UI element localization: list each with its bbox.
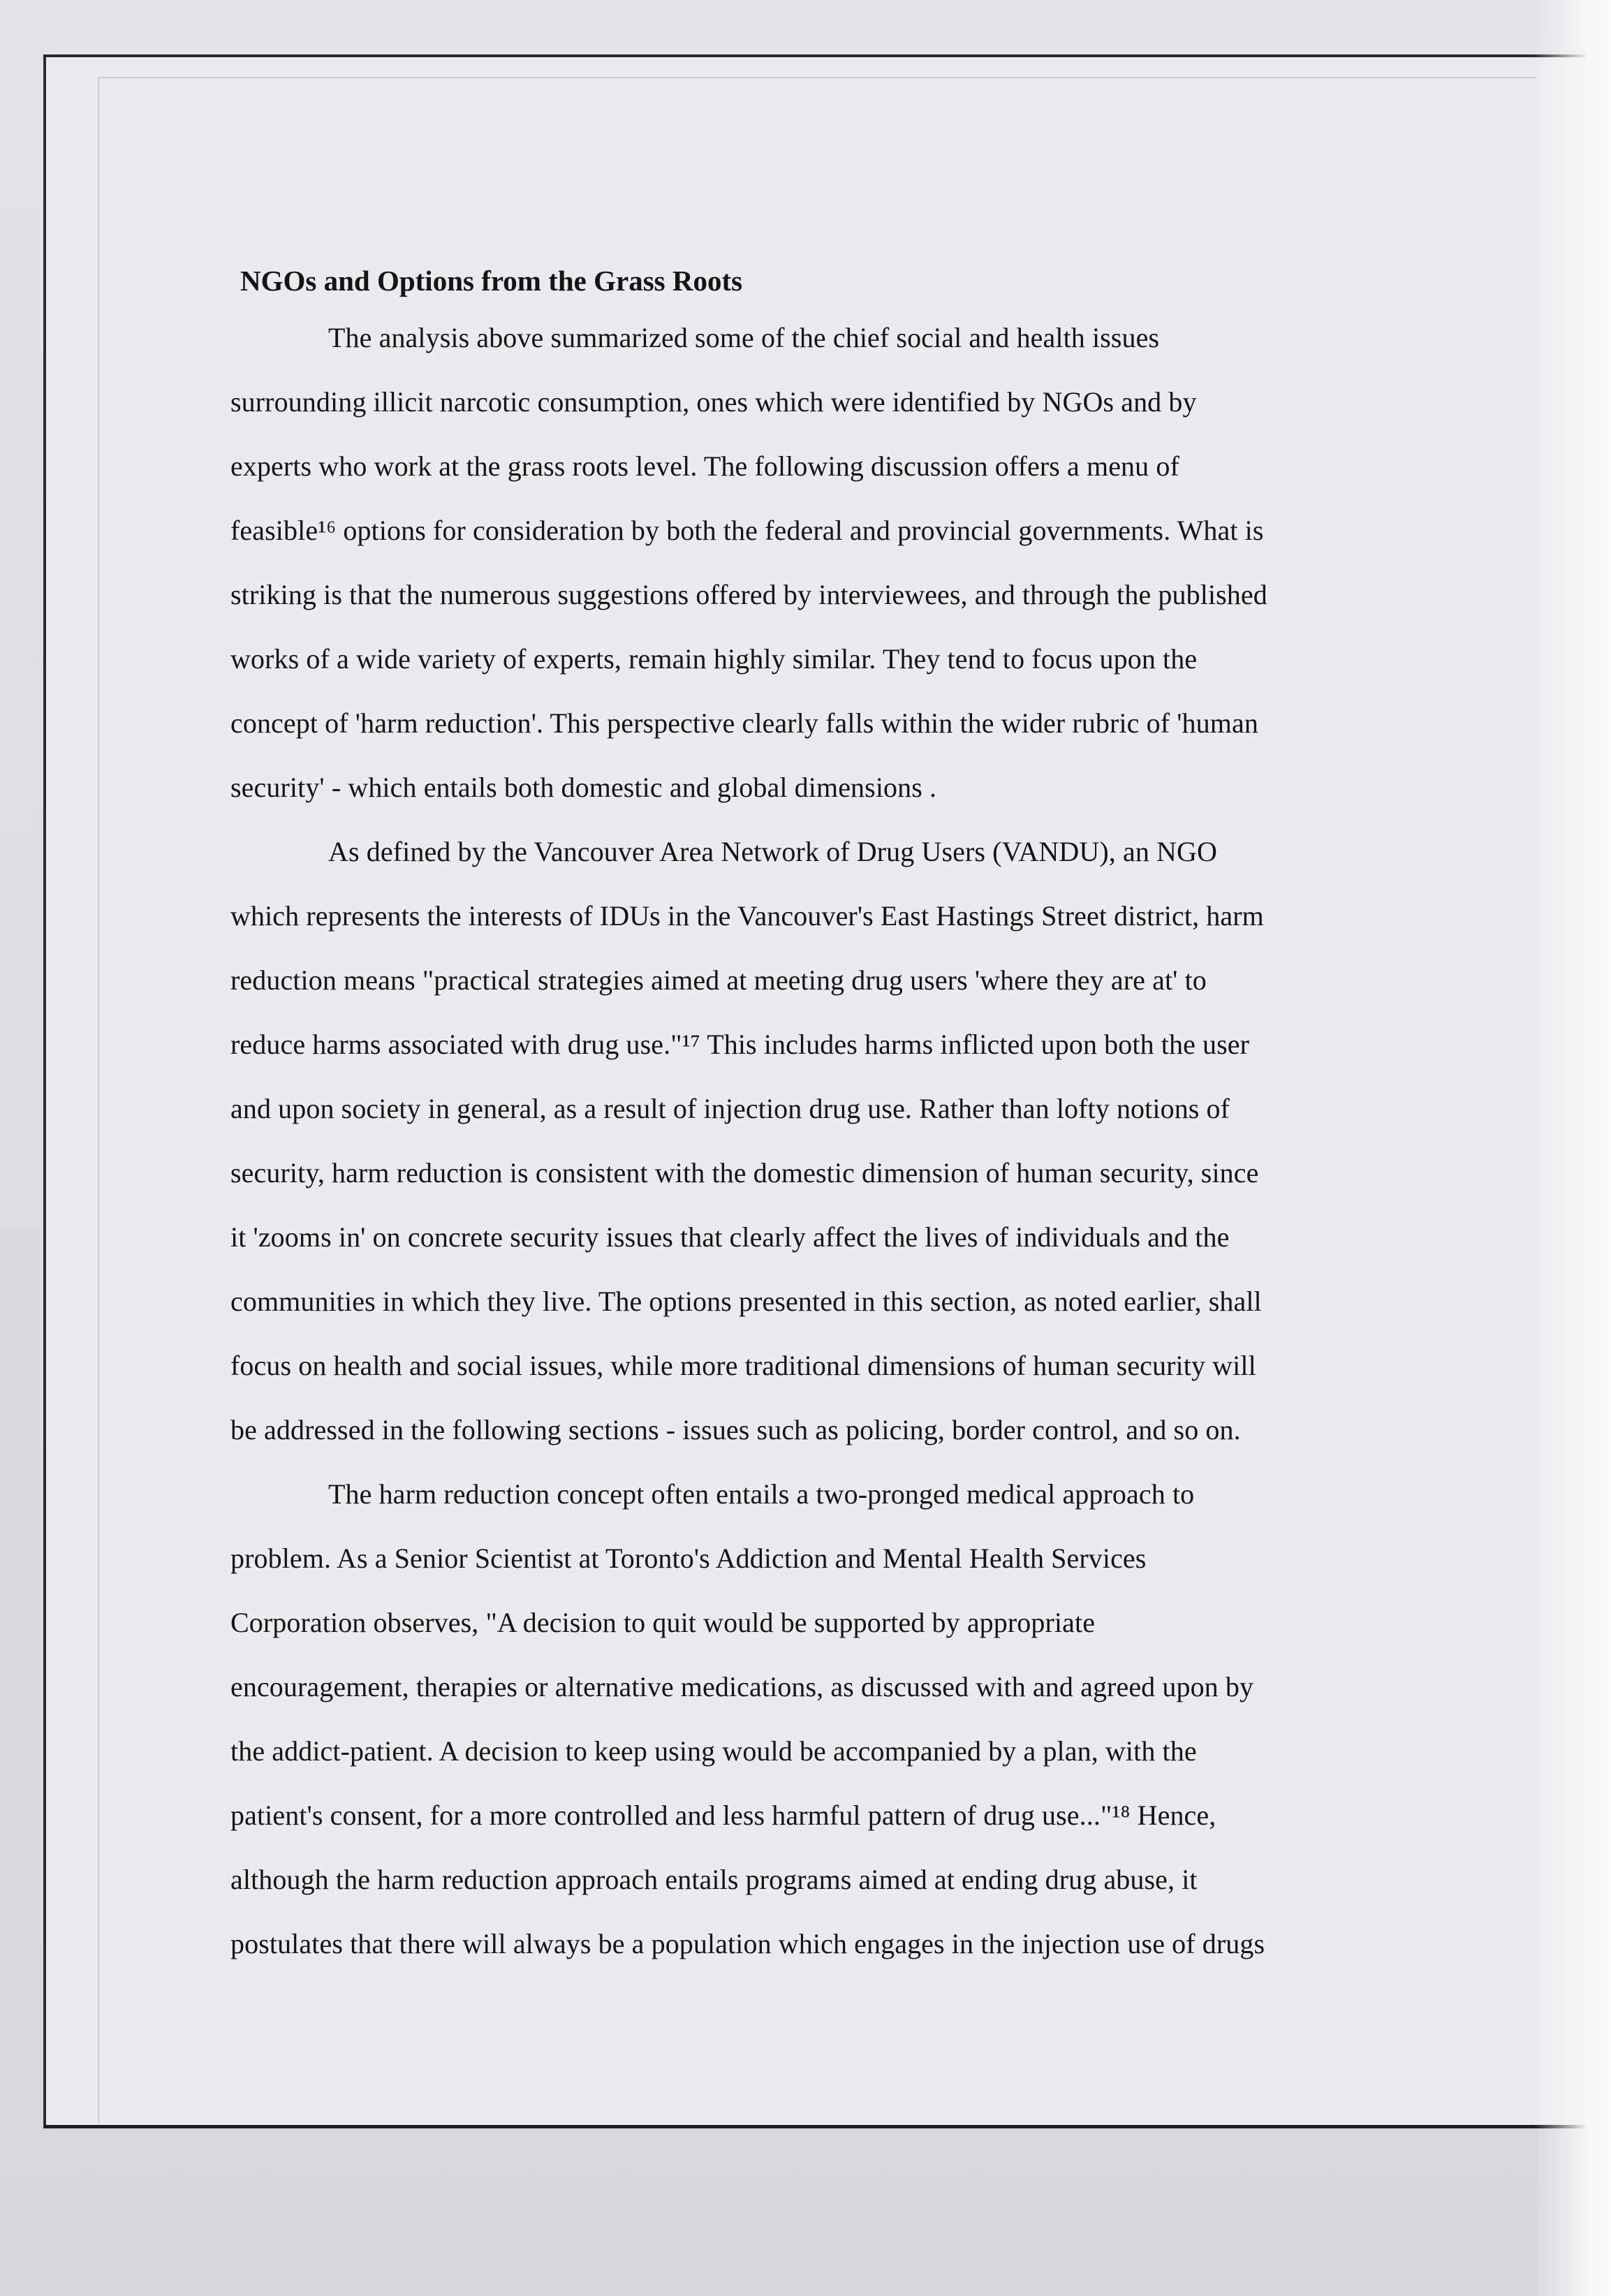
text-line: striking is that the numerous suggestions offered by interviewees, and through the published: [230, 579, 1267, 610]
section-heading: NGOs and Options from the Grass Roots: [240, 265, 743, 297]
text-line: although the harm reduction approach entails programs aimed at ending drug abuse, it: [230, 1864, 1198, 1895]
text-line: postulates that there will always be a population which engages in the injection use of drugs: [230, 1928, 1265, 1959]
text-line: reduce harms associated with drug use."¹⁷ This includes harms inflicted upon both the user: [230, 1029, 1250, 1060]
text-line: works of a wide variety of experts, remain highly similar. They tend to focus upon the: [230, 643, 1198, 675]
text-line: focus on health and social issues, while more traditional dimensions of human security will: [230, 1350, 1256, 1381]
text-line: encouragement, therapies or alternative medications, as discussed with and agreed upon by: [230, 1671, 1254, 1702]
text-line: patient's consent, for a more controlled and less harmful pattern of drug use..."¹⁸ Hence,: [230, 1800, 1216, 1831]
page-edge-fade: [1534, 0, 1611, 2296]
text-line: feasible¹⁶ options for consideration by both the federal and provincial governments. What is: [230, 515, 1264, 546]
text-line: reduction means "practical strategies aimed at meeting drug users 'where they are at' to: [230, 964, 1207, 996]
text-line: and upon society in general, as a result of injection drug use. Rather than lofty notions of: [230, 1093, 1230, 1124]
text-line: concept of 'harm reduction'. This perspective clearly falls within the wider rubric of 'human: [230, 707, 1258, 739]
text-line: As defined by the Vancouver Area Network of Drug Users (VANDU), an NGO: [328, 836, 1217, 867]
text-line: surrounding illicit narcotic consumption, ones which were identified by NGOs and by: [230, 386, 1197, 418]
text-line: security' - which entails both domestic and global dimensions .: [230, 772, 937, 803]
text-line: The harm reduction concept often entails a two-pronged medical approach to: [328, 1478, 1195, 1510]
text-line: be addressed in the following sections - issues such as policing, border control, and so on.: [230, 1414, 1241, 1445]
text-line: communities in which they live. The options presented in this section, as noted earlier, shall: [230, 1286, 1262, 1317]
text-line: Corporation observes, "A decision to quit would be supported by appropriate: [230, 1607, 1096, 1638]
text-line: problem. As a Senior Scientist at Toronto's Addiction and Mental Health Services: [230, 1543, 1147, 1574]
text-line: The analysis above summarized some of the chief social and health issues: [328, 322, 1160, 353]
text-line: security, harm reduction is consistent with the domestic dimension of human security, since: [230, 1157, 1259, 1189]
text-line: which represents the interests of IDUs in the Vancouver's East Hastings Street district, harm: [230, 900, 1264, 932]
text-line: experts who work at the grass roots level. The following discussion offers a menu of: [230, 450, 1179, 482]
text-line: it 'zooms in' on concrete security issues that clearly affect the lives of individuals and the: [230, 1221, 1230, 1253]
text-line: the addict-patient. A decision to keep using would be accompanied by a plan, with the: [230, 1735, 1197, 1767]
